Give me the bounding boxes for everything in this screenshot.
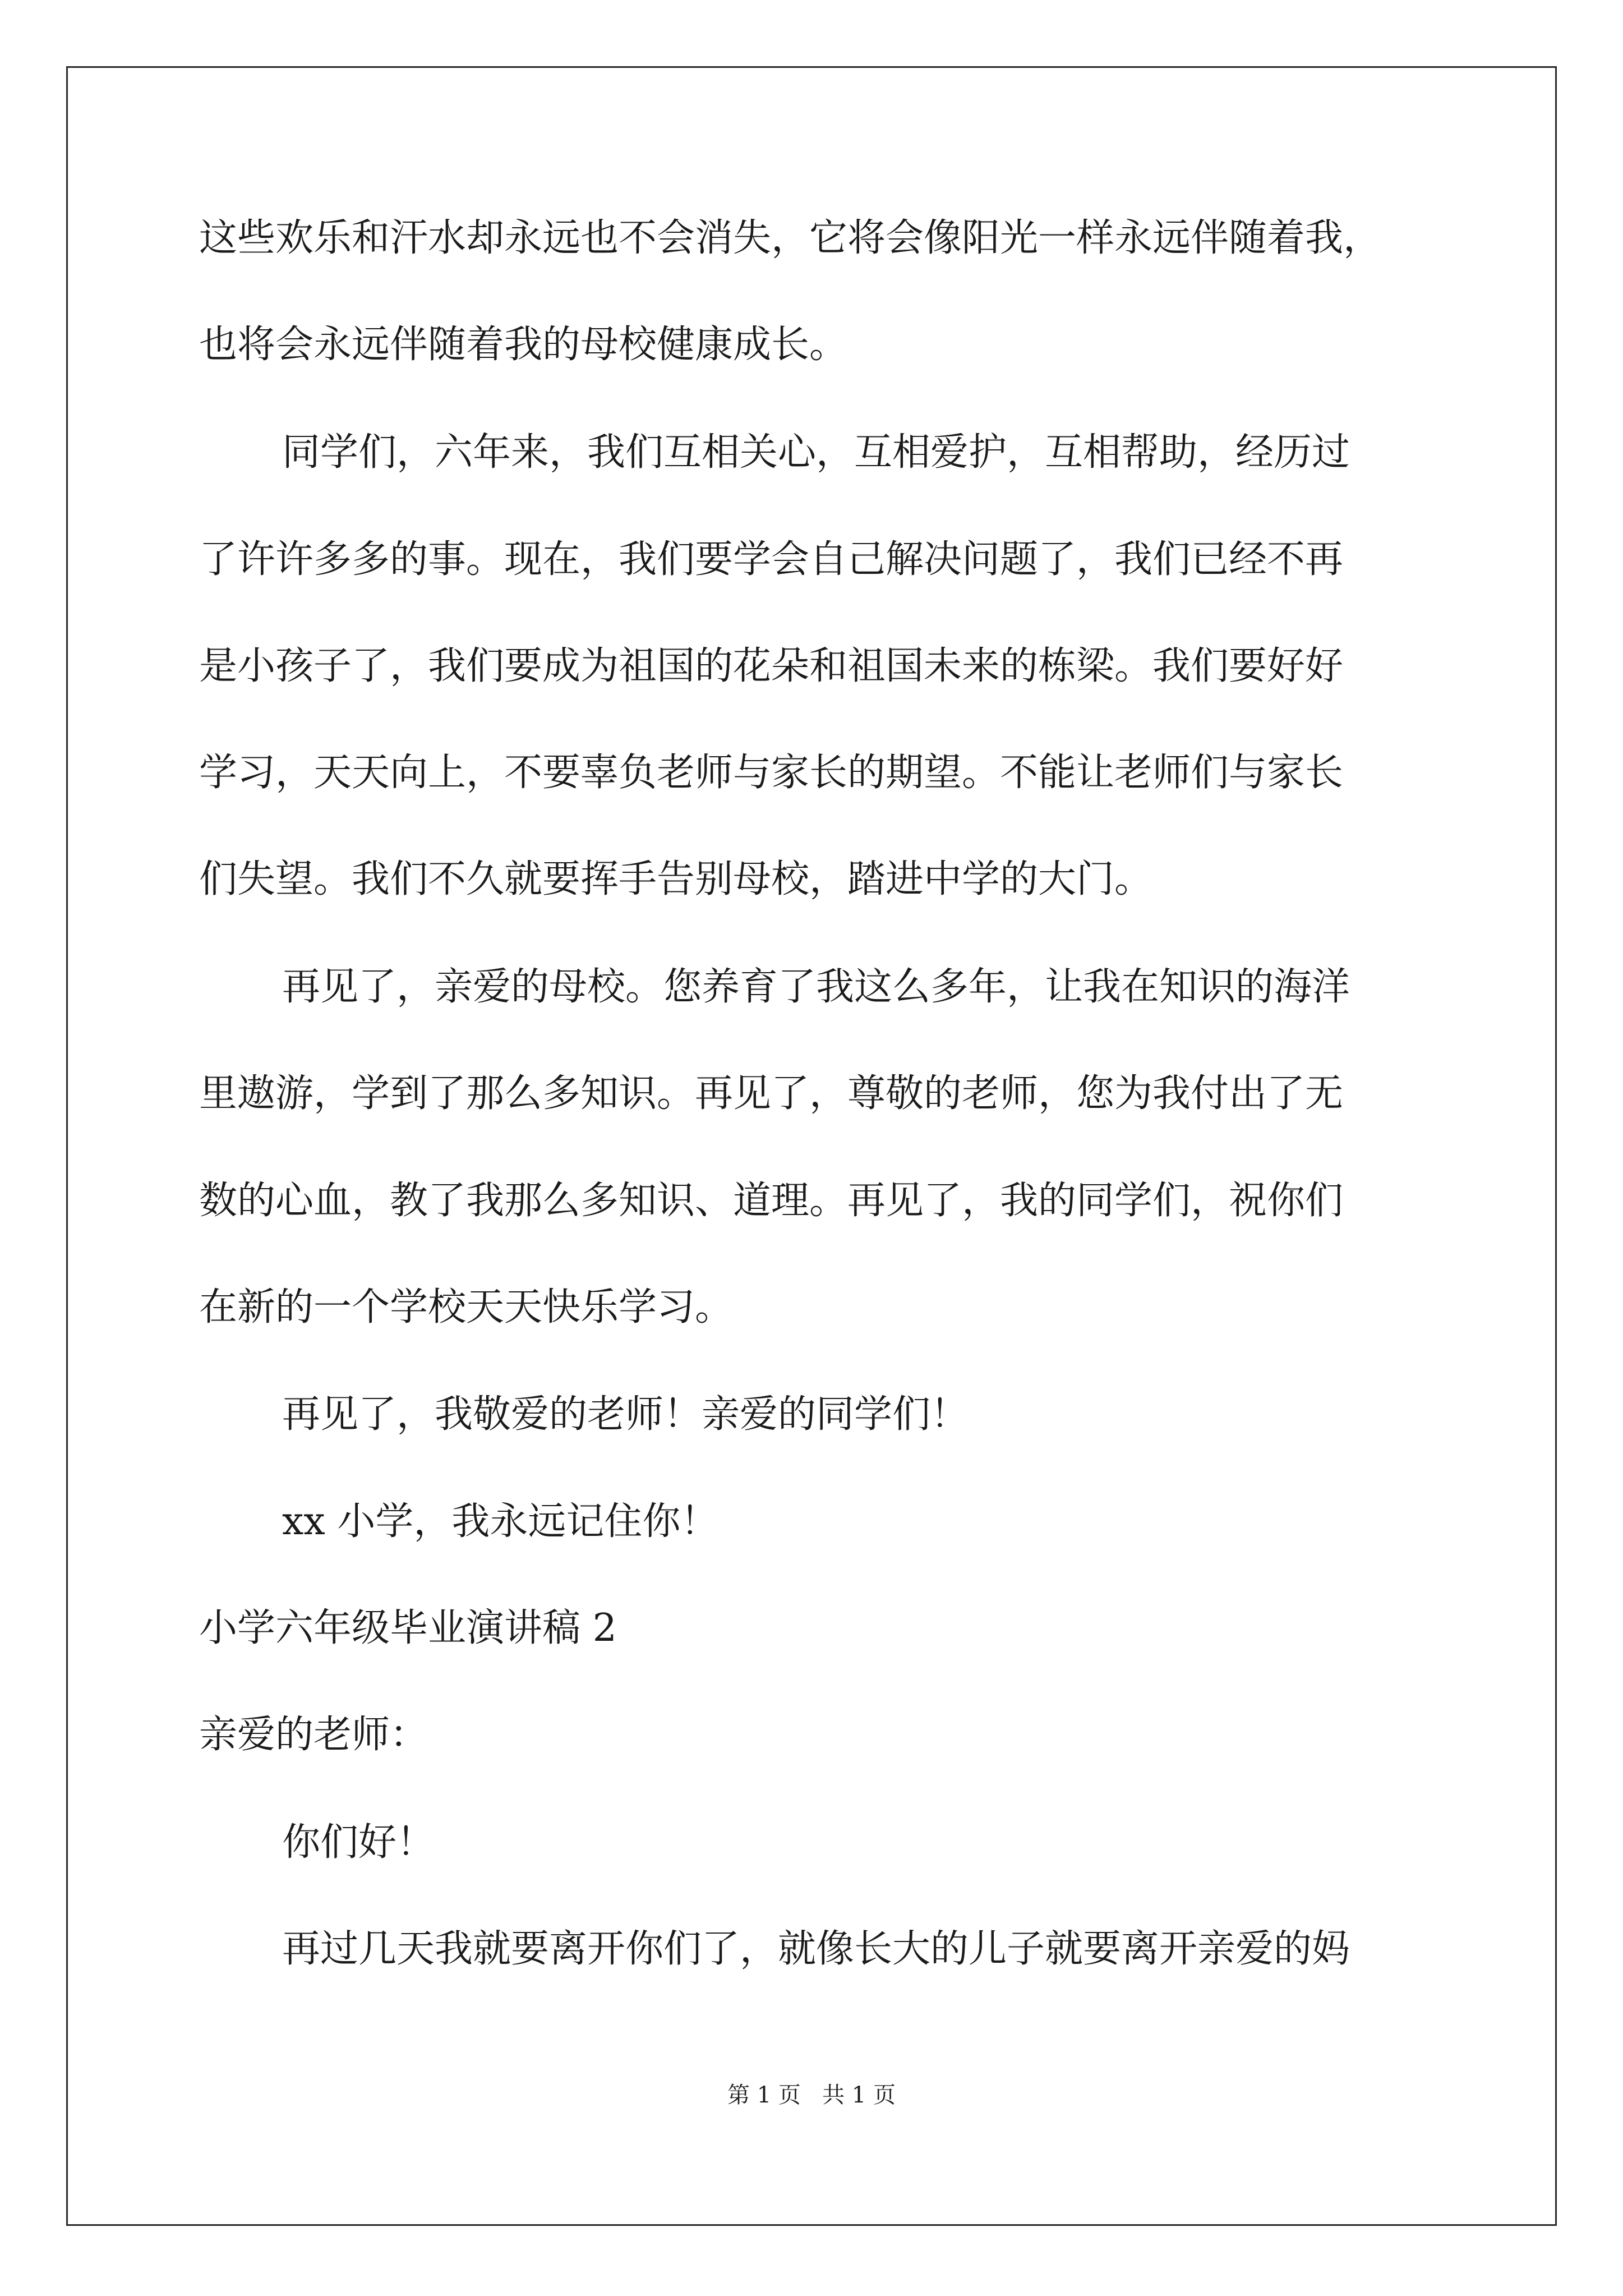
text-line: 这些欢乐和汗水却永远也不会消失，它将会像阳光一样永远伴随着我，	[199, 216, 1382, 260]
paragraph-start-line: 同学们，六年来，我们互相关心，互相爱护，互相帮助，经历过	[282, 430, 1350, 475]
text-line: 们失望。我们不久就要挥手告别母校，踏进中学的大门。	[199, 857, 1153, 901]
paragraph-start-line: 再见了，亲爱的母校。您养育了我这么多年，让我在知识的海洋	[282, 965, 1350, 1009]
paragraph-start-line: 再过几天我就要离开你们了，就像长大的儿子就要离开亲爱的妈	[282, 1927, 1350, 1971]
page-frame	[66, 66, 1557, 2226]
text-line: 了许许多多的事。现在，我们要学会自己解决问题了，我们已经不再	[199, 537, 1344, 582]
text-line: 也将会永远伴随着我的母校健康成长。	[199, 323, 848, 367]
text-line: 是小孩子了，我们要成为祖国的花朵和祖国未来的栋梁。我们要好好	[199, 644, 1344, 688]
page-footer: 第 1 页 共 1 页	[727, 2082, 896, 2108]
text-line: 里遨游，学到了那么多知识。再见了，尊敬的老师，您为我付出了无	[199, 1071, 1344, 1116]
section-heading: 小学六年级毕业演讲稿 2	[199, 1606, 617, 1650]
text-line: 数的心血，教了我那么多知识、道理。再见了，我的同学们，祝你们	[199, 1179, 1344, 1223]
paragraph-start-line: xx 小学，我永远记住你！	[282, 1499, 719, 1544]
salutation-line: 亲爱的老师：	[199, 1713, 428, 1757]
paragraph-start-line: 再见了，我敬爱的老师！亲爱的同学们！	[282, 1392, 969, 1437]
greeting-line: 你们好！	[282, 1820, 435, 1865]
text-line: 在新的一个学校天天快乐学习。	[199, 1285, 734, 1329]
text-line: 学习，天天向上，不要辜负老师与家长的期望。不能让老师们与家长	[199, 751, 1344, 795]
